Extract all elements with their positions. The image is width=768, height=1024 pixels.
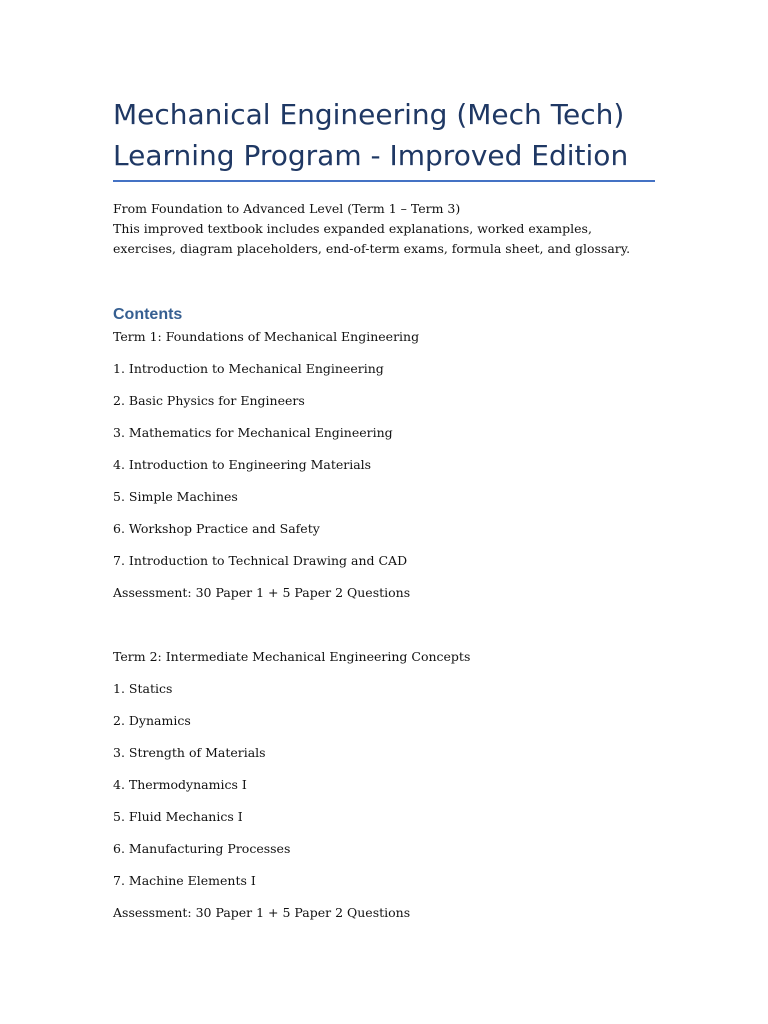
term2-heading: Term 2: Intermediate Mechanical Engineering Concepts — [113, 649, 471, 664]
toc-item: 4. Thermodynamics I — [113, 777, 247, 792]
toc-item: 1. Introduction to Mechanical Engineering — [113, 361, 384, 376]
title-line-2: Learning Program - Improved Edition — [113, 139, 629, 172]
toc-item: 1. Statics — [113, 681, 173, 696]
term2-assessment: Assessment: 30 Paper 1 + 5 Paper 2 Questions — [113, 905, 411, 920]
toc-item: 5. Fluid Mechanics I — [113, 809, 243, 824]
document-title — [113, 94, 655, 182]
intro-subtitle: From Foundation to Advanced Level (Term 1 – Term 3) — [113, 201, 461, 216]
toc-item: 7. Machine Elements I — [113, 873, 256, 888]
toc-item: 4. Introduction to Engineering Materials — [113, 457, 372, 472]
toc-item: 6. Manufacturing Processes — [113, 841, 291, 856]
toc-item: 2. Dynamics — [113, 713, 191, 728]
intro-description: This improved textbook includes expanded explanations, worked examples, exercises, diagram placeholders, end-of-term exams, formula sheet, and glossary. — [113, 221, 631, 256]
toc-item: 5. Simple Machines — [113, 489, 238, 504]
term1-heading: Term 1: Foundations of Mechanical Engineering — [113, 329, 420, 344]
intro-paragraph — [113, 199, 658, 259]
title-line-1: Mechanical Engineering (Mech Tech) — [113, 98, 625, 131]
toc-item: 2. Basic Physics for Engineers — [113, 393, 305, 408]
toc-item: 7. Introduction to Technical Drawing and CAD — [113, 553, 408, 568]
toc-item: 3. Mathematics for Mechanical Engineering — [113, 425, 393, 440]
contents-heading: Contents — [113, 306, 183, 323]
section-spacer — [113, 615, 658, 647]
toc-item: 3. Strength of Materials — [113, 745, 266, 760]
toc-item: 6. Workshop Practice and Safety — [113, 521, 320, 536]
document-page — [113, 94, 658, 935]
table-of-contents — [113, 327, 658, 935]
term1-assessment: Assessment: 30 Paper 1 + 5 Paper 2 Questions — [113, 585, 411, 600]
